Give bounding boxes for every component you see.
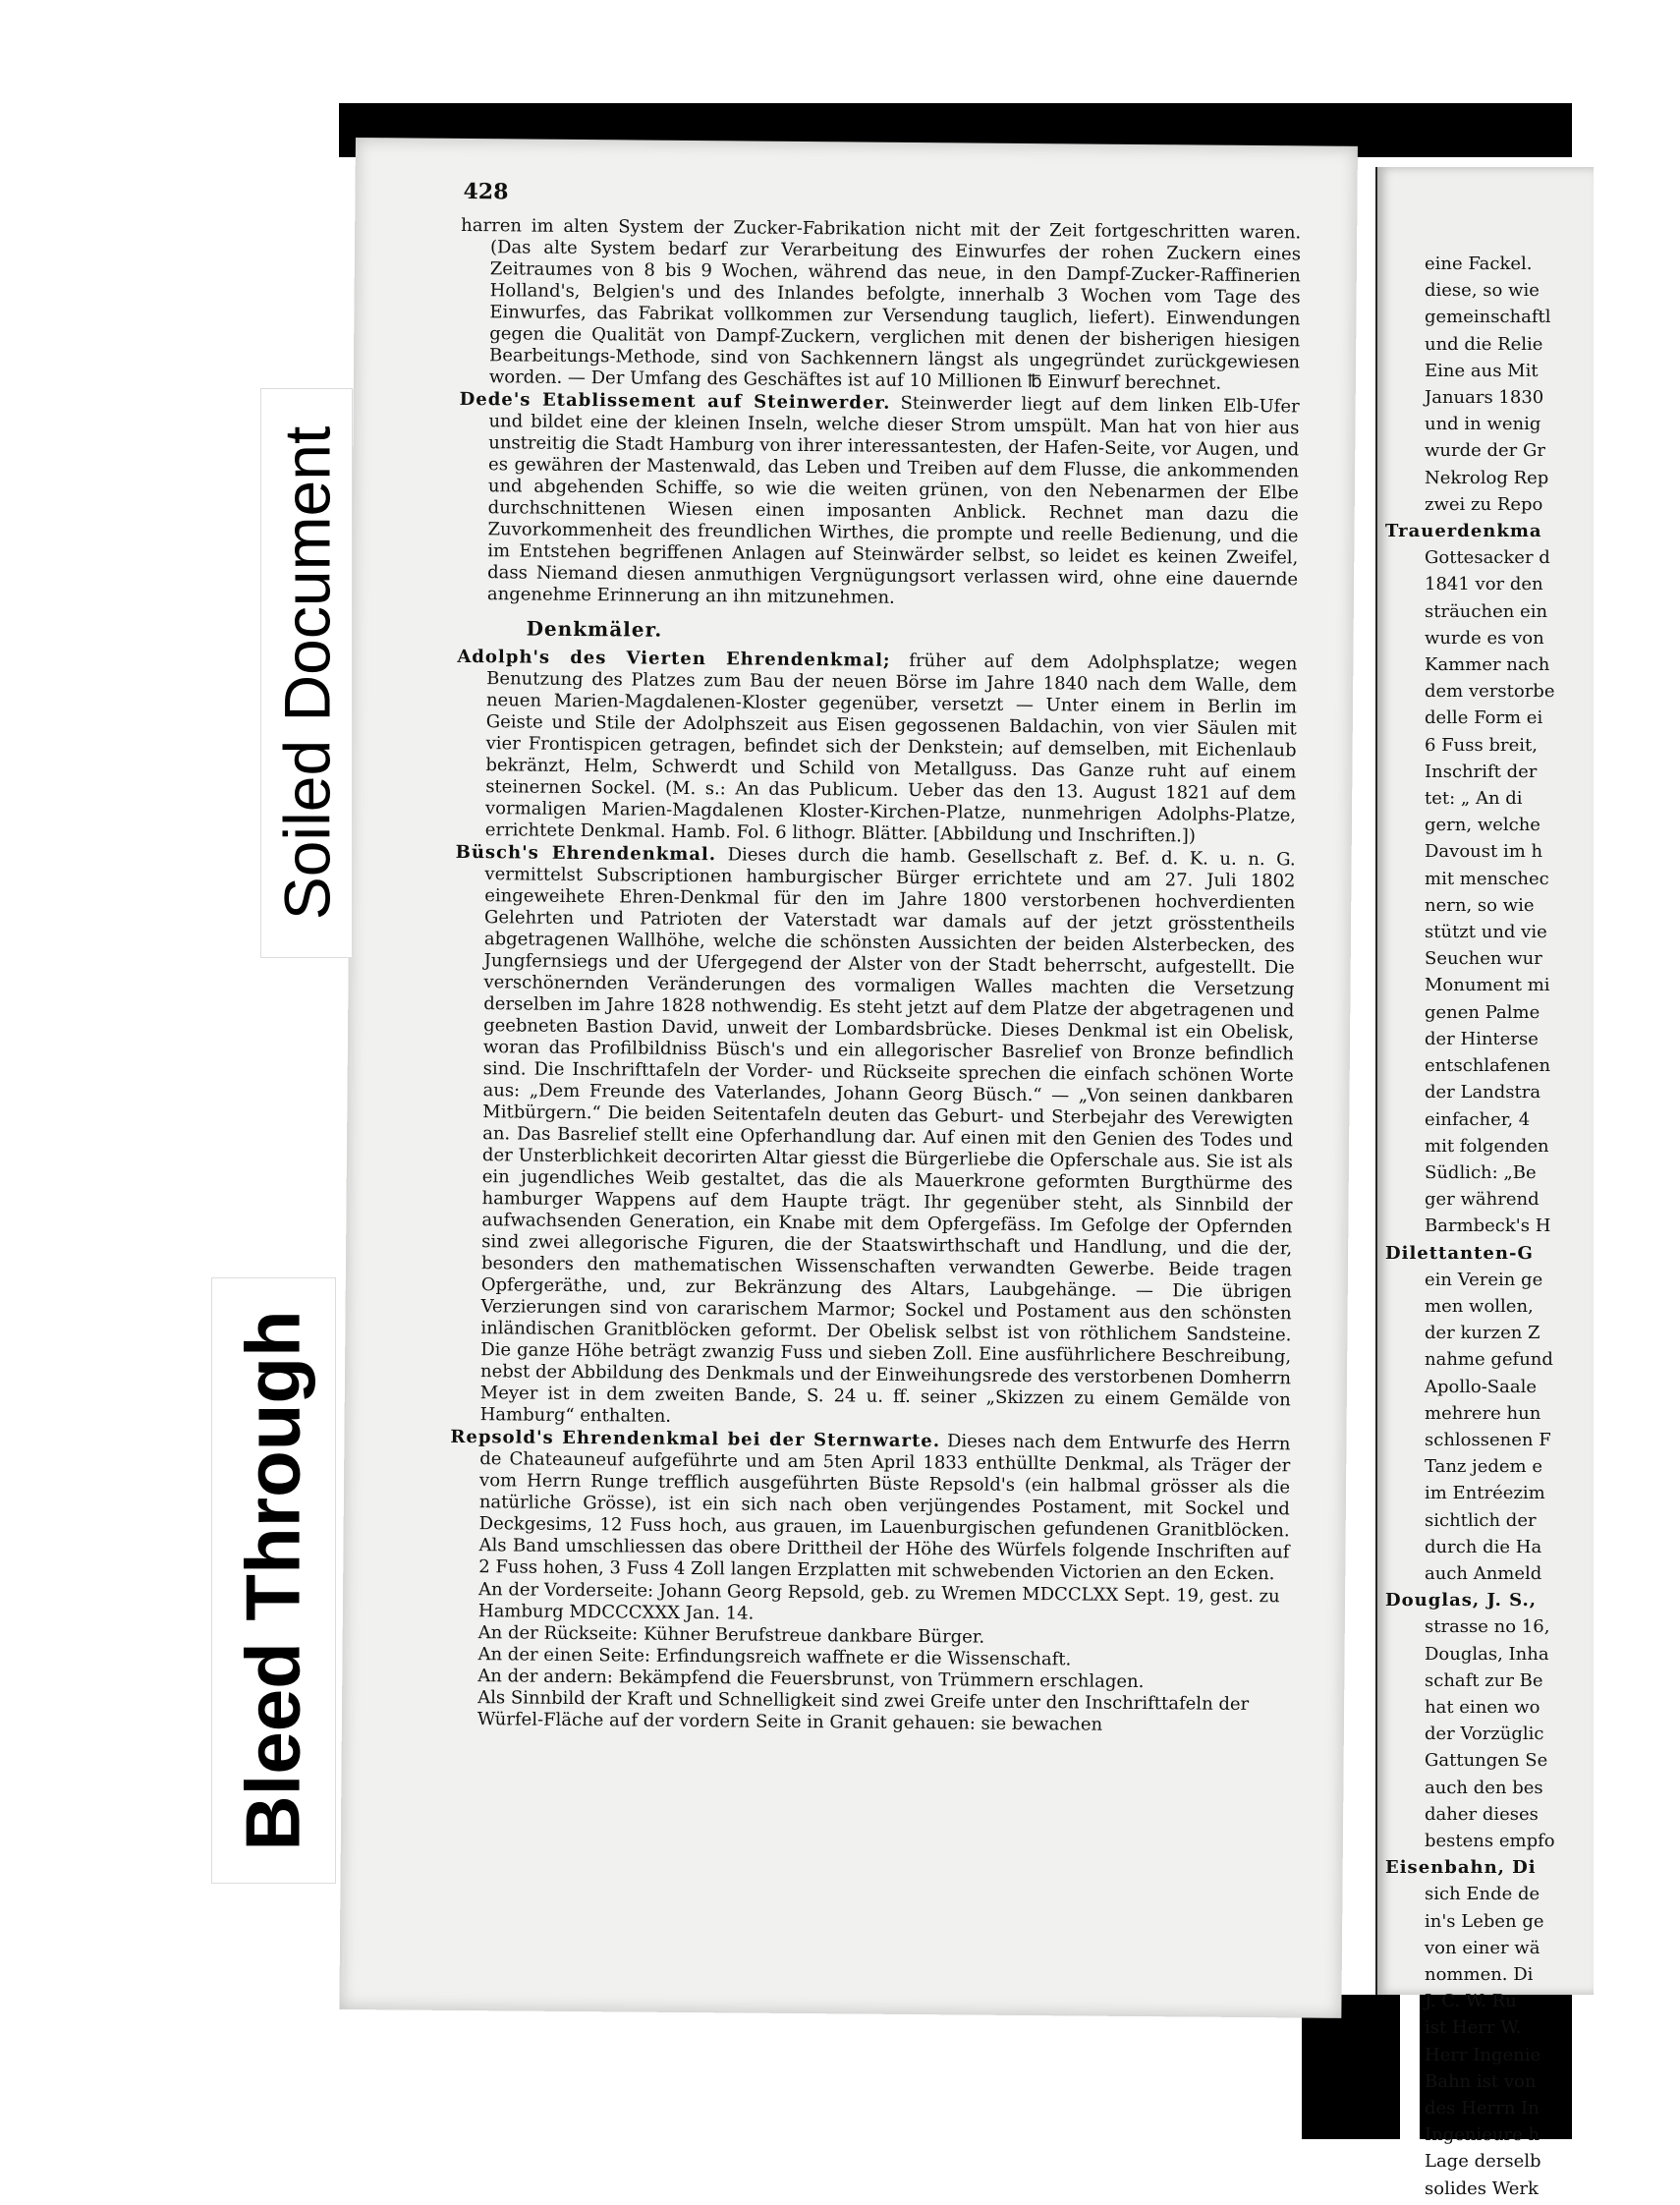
right-page-line: Seuchen wur xyxy=(1425,948,1542,970)
right-page-line: durch die Ha xyxy=(1425,1536,1542,1557)
right-page-line: mit menschec xyxy=(1425,868,1549,889)
right-page-line: stützt und vie xyxy=(1425,922,1547,943)
right-page-line: der Landstra xyxy=(1425,1082,1541,1103)
right-page-line: gern, welche xyxy=(1425,815,1540,836)
right-page-line: sichtlich der xyxy=(1425,1509,1537,1531)
right-page-line: hat einen wo xyxy=(1425,1696,1540,1718)
right-page-line: der Hinterse xyxy=(1425,1028,1539,1049)
right-page-line: Dilettanten-G xyxy=(1385,1242,1534,1264)
right-page-line: Eine aus Mit xyxy=(1425,360,1539,381)
label-bleed-through xyxy=(211,1277,336,1884)
right-page-line: eine Fackel. xyxy=(1425,254,1533,274)
entry-text-dede: Steinwerder liegt auf dem linken Elb-Ufer und bildet eine der kleinen Inseln, welche dieser Strom umspült. Man hat von hier aus unstreitig die Stadt Hamburg von ihrer interessantesten, der Hafen-Seite, vor Augen, und es gewähren der Mastenwald, das Leben und Treiben auf dem Flusse, die ankommenden und abgehenden Schiffe, so wie die weiten grünen, von den Nebenarmen der Elbe durchschnittenen Wiesen einen imposanten Anblick. Rechnet man dazu die Zuvorkommenheit des freundlichen Wirthes, die prompte und reelle Bedienung, und die im Entstehen begriffenen Anlagen auf Steinwärder selbst, so leidet es keinen Zweifel, dass Niemand diesen anmuthigen Vergnügungsort verlassen wird, ohne eine dauernde angenehme Erinnerung an ihn mitzunehmen. xyxy=(486,392,1300,608)
inscription-line: An der andern: Bekämpfend die Feuersbrunst, von Trümmern erschlagen. xyxy=(477,1666,1145,1693)
right-page-line: 6 Fuss breit, xyxy=(1425,734,1538,756)
right-page-line: Nekrolog Rep xyxy=(1425,467,1549,488)
right-page-line: Bahn ist von xyxy=(1425,2070,1537,2092)
right-page-line: Barmbeck's H xyxy=(1425,1216,1551,1237)
right-page-line: tet: „ An di xyxy=(1425,788,1523,810)
right-page-line: Ingenieure h xyxy=(1425,2124,1540,2146)
right-page-line: und in wenig xyxy=(1425,414,1541,435)
right-page-line: Herr Ingenie xyxy=(1425,2044,1541,2065)
right-page-line: delle Form ei xyxy=(1425,707,1543,729)
page-body xyxy=(448,215,1301,1737)
entry-head-dede: Dede's Etablissement auf Steinwerder. xyxy=(459,388,891,414)
right-page-line: Trauerdenkma xyxy=(1385,521,1542,542)
continuation-paragraph: harren im alten System der Zucker-Fabrikation nicht mit der Zeit fortgeschritten waren. (Das alte System bedarf zur Verarbeitung des Einwurfes der rohen Zuckern eines Zeitraumes von 8 bis 9 Wochen, während das neue, in den Dampf-Zucker-Raffinerien Holland's, Belgien's und des Inlandes befolgte, innerhalb 3 Wochen vom Tage des Einwurfes, das Fabrikat vollkommen zur Versendung tauglich, liefert). Einwendungen gegen die Qualität von Dampf-Zuckern, verglichen mit denen der bisherigen hiesigen Bearbeitungs-Methode, sind von Sachkennern längst als ungegründet zurückgewiesen worden. — Der Umfang des Geschäftes ist auf 10 Millionen ℔ Einwurf berechnet. xyxy=(461,214,1302,394)
right-page-line: schlossenen F xyxy=(1425,1429,1551,1450)
right-page-line: mehrere hun xyxy=(1425,1402,1541,1424)
entry-busch xyxy=(451,842,1296,1433)
right-page-line: Apollo-Saale xyxy=(1425,1376,1537,1397)
right-page-line: ger während xyxy=(1425,1189,1540,1211)
right-page-line: Lage derselb xyxy=(1425,2151,1541,2173)
right-page-line: auch den bes xyxy=(1425,1777,1543,1798)
right-page-line: schaft zur Be xyxy=(1425,1669,1543,1691)
right-page-line: Inschrift der xyxy=(1425,761,1538,782)
inscription-line: An der Rückseite: Kühner Berufstreue dankbare Bürger. xyxy=(477,1622,985,1648)
right-page-line: wurde der Gr xyxy=(1425,440,1545,462)
right-page-line: Eisenbahn, Di xyxy=(1385,1857,1537,1879)
right-page-line: J. C. W. Ru xyxy=(1425,1991,1517,2012)
label-soiled-text: Soiled Document xyxy=(270,425,344,921)
right-page-line: strasse no 16, xyxy=(1425,1616,1550,1638)
inscription-line: An der Vorderseite: Johann Georg Repsold, geb. zu Wremen MDCCLXX Sept. 19, gest. zu Hamburg MDCCCXXX Jan. 14. xyxy=(477,1579,1280,1624)
label-soiled-document xyxy=(260,388,353,958)
right-page-line: Gattungen Se xyxy=(1425,1750,1548,1772)
right-page-line: Gottesacker d xyxy=(1425,547,1550,569)
right-page-line: auch Anmeld xyxy=(1425,1562,1542,1584)
right-page-line: diese, so wie xyxy=(1425,280,1540,302)
right-page-line: sträuchen ein xyxy=(1425,600,1548,622)
right-page-line: des Herrn In xyxy=(1425,2098,1540,2120)
right-page-line: der kurzen Z xyxy=(1425,1323,1540,1344)
right-page-line: Monument mi xyxy=(1425,975,1550,996)
left-page xyxy=(339,138,1358,2018)
right-page-line: zwei zu Repo xyxy=(1425,493,1543,515)
inscription-line: An der einen Seite: Erfindungsreich waffnete er die Wissenschaft. xyxy=(477,1644,1072,1670)
entry-head-repsold: Repsold's Ehrendenkmal bei der Sternwarte. xyxy=(450,1426,941,1452)
right-page-line: Tanz jedem e xyxy=(1425,1456,1542,1478)
right-page-line: nahme gefund xyxy=(1425,1349,1553,1371)
entry-text-busch: Dieses durch die hamb. Gesellschaft z. Bef. d. K. u. n. G. vermittelst Subscriptionen hamburgischer Bürger errichtete und am 27. Juli 1802 eingeweihete Ehren-Denkmal für den im Jahre 1800 verstorbenen hochverdienten Gelehrten und Patrioten der Vaterstadt war damals auf der jetzt grösstentheils abgetragenen Wallhöhe, welche die schönsten Aussichten der beiden Alsterbecken, des Jungfernsiegs und der Ufergegend der Alster von der Stadt beherrscht, aufgestellt. Die verschönernden Veränderungen des vormaligen Walles machten die Versetzung derselben im Jahre 1828 nothwendig. Es steht jetzt auf dem Platze der abgetragenen und geebneten Bastion David, unweit der Lombardsbrücke. Dieses Denkmal ist ein Obelisk, woran das Profilbildniss Büsch's und ein allegorischer Basrelief von Bronze befindlich sind. Die Inschrifttafeln der Vorder- und Rückseite sprechen die einfach schönen Worte aus: „Dem Freunde des Vaterlandes, Johann Georg Büsch.“ — „Von seinen dankbaren Mitbürgern.“ Die beiden Seitentafeln deuten das Geburt- und Sterbejahr des Verewigten an. Das Basrelief stellt eine Opferhandlung dar. Auf einen mit den Genien des Todes und der Unsterblichkeit decorirten Altar giesst die Bürgerliebe die Opferschale aus. Sie ist als ein jugendliches Weib gestaltet, das die als Mauerkrone geformten Burgthürme des hamburger Wappens auf dem Haupte trägt. Ihr gegenüber steht, als Sinnbild der aufwachsenden Generation, ein Knabe mit dem Opfergefäss. Im Gefolge der Opfernden sind zwei allegorische Figuren, die der Staatswirthschaft und Handlung, und die der, besonders den mathematischen Wissenschaften verwandten Gewerbe. Beide tragen Opfergeräthe, und, zur Bekränzung des Altars, Laubgehänge. — Die übrigen Verzierungen sind von cararischem Marmor; Sockel und Postament aus den schönsten inländischen Granitblöcken geformt. Der Obelisk selbst ist von röthlichem Sandsteine. Die ganze Höhe beträgt zwanzig Fuss und sieben Zoll. Eine ausführlichere Beschreibung, nebst der Abbildung des Denkmals und der Einweihungsrede des verstorbenen Domherrn Meyer ist in dem zweiten Bande, S. 24 u. ff. seiner „Skizzen zu einem Gemälde von Hamburg“ enthalten. xyxy=(479,844,1296,1427)
entry-repsold xyxy=(449,1427,1290,1585)
right-page-line: von einer wä xyxy=(1425,1937,1540,1958)
entry-head-busch: Büsch's Ehrendenkmal. xyxy=(455,841,717,866)
right-page-line: entschlafenen xyxy=(1425,1055,1551,1077)
right-page-line: und die Relie xyxy=(1425,333,1543,355)
right-page-line: Kammer nach xyxy=(1425,654,1550,676)
right-page-line: mit folgenden xyxy=(1425,1135,1549,1157)
right-page-line: sich Ende de xyxy=(1425,1884,1540,1905)
right-page-line: Douglas, Inha xyxy=(1425,1643,1549,1665)
entry-head-adolph: Adolph's des Vierten Ehrendenkmal; xyxy=(457,646,891,671)
right-page-line: solides Werk xyxy=(1425,2177,1539,2199)
right-page-line: Januars 1830 xyxy=(1425,387,1544,409)
entry-text-repsold: Dieses nach dem Entwurfe des Herrn de Chateauneuf aufgeführte und am 5ten April 1833 enthüllte Denkmal, als Träger der vom Herrn Runge trefflich ausgeführten Büste Repsold's (ein halbmal grösser als die natürliche Grösse), ist ein sich nach oben verjüngendes Postament, mit Sockel und Deckgesims, 12 Fuss hoch, aus grauen, im Lauenburgischen gefundenen Granitblöcken. Als Band umschliessen das obere Drittheil der Höhe des Würfels folgende Inschriften auf 2 Fuss hohen, 3 Fuss 4 Zoll langen Erzplatten mit schwebenden Victorien an den Ecken. xyxy=(478,1431,1291,1585)
right-page-line: genen Palme xyxy=(1425,1001,1540,1023)
label-bleed-text: Bleed Through xyxy=(230,1310,316,1851)
right-page-line: Südlich: „Be xyxy=(1425,1161,1537,1183)
right-page-line: Davoust im h xyxy=(1425,841,1543,863)
right-page-line: in's Leben ge xyxy=(1425,1910,1544,1932)
right-page xyxy=(1375,167,1594,2199)
right-page-body xyxy=(1385,254,1680,2205)
right-page-line: ist Herr W. xyxy=(1425,2017,1522,2039)
right-page-line: nommen. Di xyxy=(1425,1964,1534,1985)
right-page-line: der Vorzüglic xyxy=(1425,1724,1544,1745)
right-page-line: ein Verein ge xyxy=(1425,1269,1543,1290)
entry-text-adolph: früher auf dem Adolphsplatze; wegen Benutzung des Platzes zum Bau der neuen Börse im Jahre 1840 nach dem Walle, dem neuen Marien-Magdalenen-Kloster gegenüber, versetzt — Unter einem in Berlin im Geiste und Stile der Adolphszeit aus Eisen gegossenen Baldachin, von vier Säulen mit vier Frontispicen getragen, befindet sich der Denkstein; auf demselben, mit Eichenlaub bekränzt, Helm, Schwerdt und Schild von Metallguss. Das Ganze ruht auf einem steinernen Sockel. (M. s.: An das Publicum. Ueber das den 13. August 1821 auf dem vormaligen Marien-Magdalenen Kloster-Kirchen-Platze, nunmehrigen Adolphs-Platze, errichtete Denkmal. Hamb. Fol. 6 lithogr. Blätter. [Abbildung und Inschriften.]) xyxy=(484,650,1298,847)
right-page-line: bestens empfo xyxy=(1425,1830,1555,1851)
right-page-line: einfacher, 4 xyxy=(1425,1108,1531,1130)
closing-line: Als Sinnbild der Kraft und Schnelligkeit sind zwei Greife unter den Inschrifttafeln der Würfel-Fläche auf der vordern Seite in Granit gehauen: sie bewachen xyxy=(476,1687,1250,1735)
section-title: Denkmäler. xyxy=(526,616,663,642)
right-page-line: nern, so wie xyxy=(1425,894,1535,916)
right-page-line: men wollen, xyxy=(1425,1295,1534,1317)
right-page-line: wurde es von xyxy=(1425,627,1544,649)
right-page-line: im Entréezim xyxy=(1425,1483,1545,1504)
entry-adolph xyxy=(456,647,1298,848)
right-page-line: gemeinschaftl xyxy=(1425,307,1551,328)
right-page-line: dem verstorbe xyxy=(1425,681,1555,703)
right-page-line: daher dieses xyxy=(1425,1803,1539,1825)
right-page-line: 1841 vor den xyxy=(1425,574,1543,595)
entry-dede xyxy=(458,389,1300,612)
right-page-line: Douglas, J. S., xyxy=(1385,1590,1537,1611)
page-number: 428 xyxy=(463,178,509,205)
